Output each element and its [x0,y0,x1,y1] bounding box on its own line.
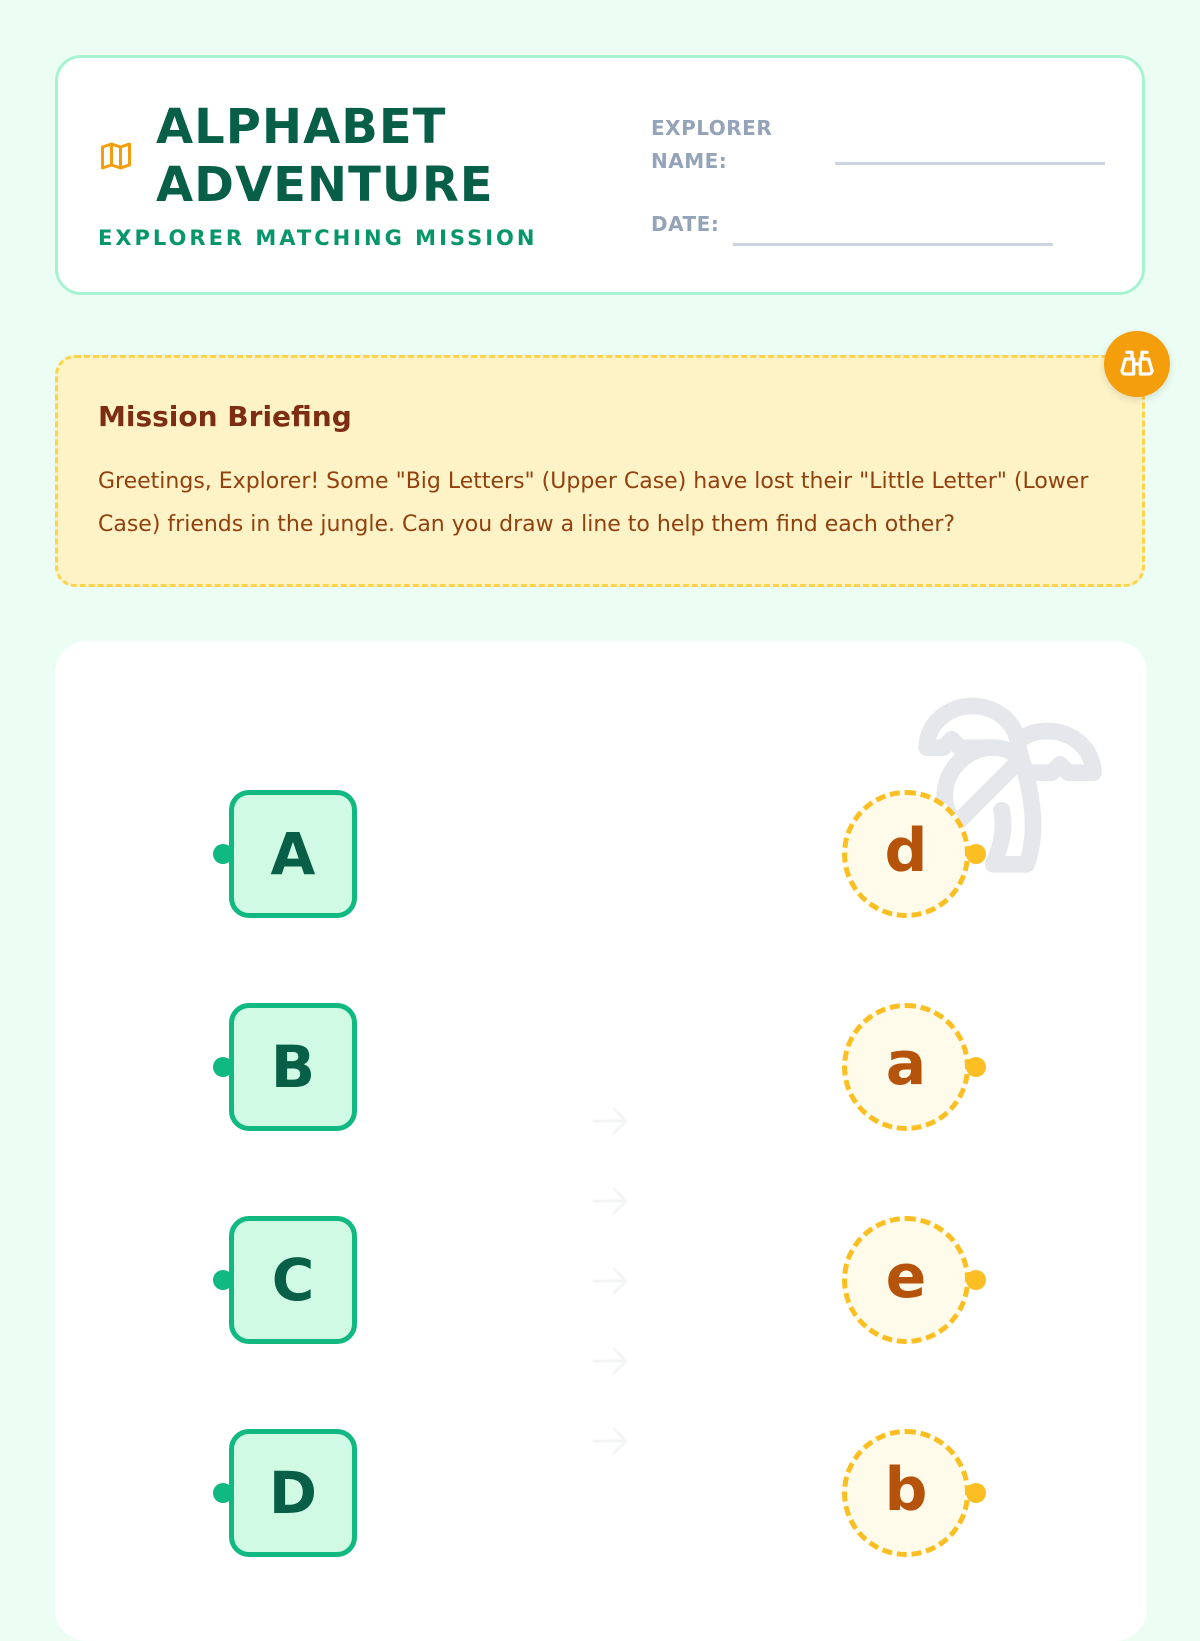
lower-a-connector[interactable] [966,1057,986,1077]
briefing-text: Greetings, Explorer! Some "Big Letters" (Upper Case) have lost their "Little Letter" (Lower Case) friends in the jungle. Can you draw a line to help them find each other? [98,469,1089,537]
header-card [55,55,1145,295]
explorer-name-field[interactable] [835,162,1105,165]
date-field[interactable] [733,243,1053,246]
lower-e-connector[interactable] [966,1270,986,1290]
lower-d-connector[interactable] [966,844,986,864]
page-title [156,98,494,214]
binoculars-icon [1117,344,1157,384]
lower-letter-e[interactable]: e [842,1216,970,1344]
lower-b-connector[interactable] [966,1483,986,1503]
upper-letter-a[interactable]: A [229,790,357,918]
explorer-name-label [651,112,772,178]
arrow-right-icon [580,1101,640,1471]
upper-letter-c[interactable]: C [229,1216,357,1344]
subtitle: EXPLORER MATCHING MISSION [98,226,538,250]
date-label: DATE: [651,212,720,236]
lower-letter-a[interactable]: a [842,1003,970,1131]
name-label-line-2: NAME: [651,149,728,173]
name-label-line-1: EXPLORER [651,116,773,140]
binoculars-badge [1104,331,1170,397]
map-icon [98,138,134,174]
upper-letter-d[interactable]: D [229,1429,357,1557]
briefing-title: Mission Briefing [98,400,352,433]
mission-briefing [55,355,1145,587]
lower-letter-b[interactable]: b [842,1429,970,1557]
upper-letter-b[interactable]: B [229,1003,357,1131]
lower-letter-d[interactable]: d [842,790,970,918]
matching-activity [55,641,1147,1641]
title-line-1: ALPHABET [156,99,447,155]
title-line-2: ADVENTURE [156,157,494,213]
